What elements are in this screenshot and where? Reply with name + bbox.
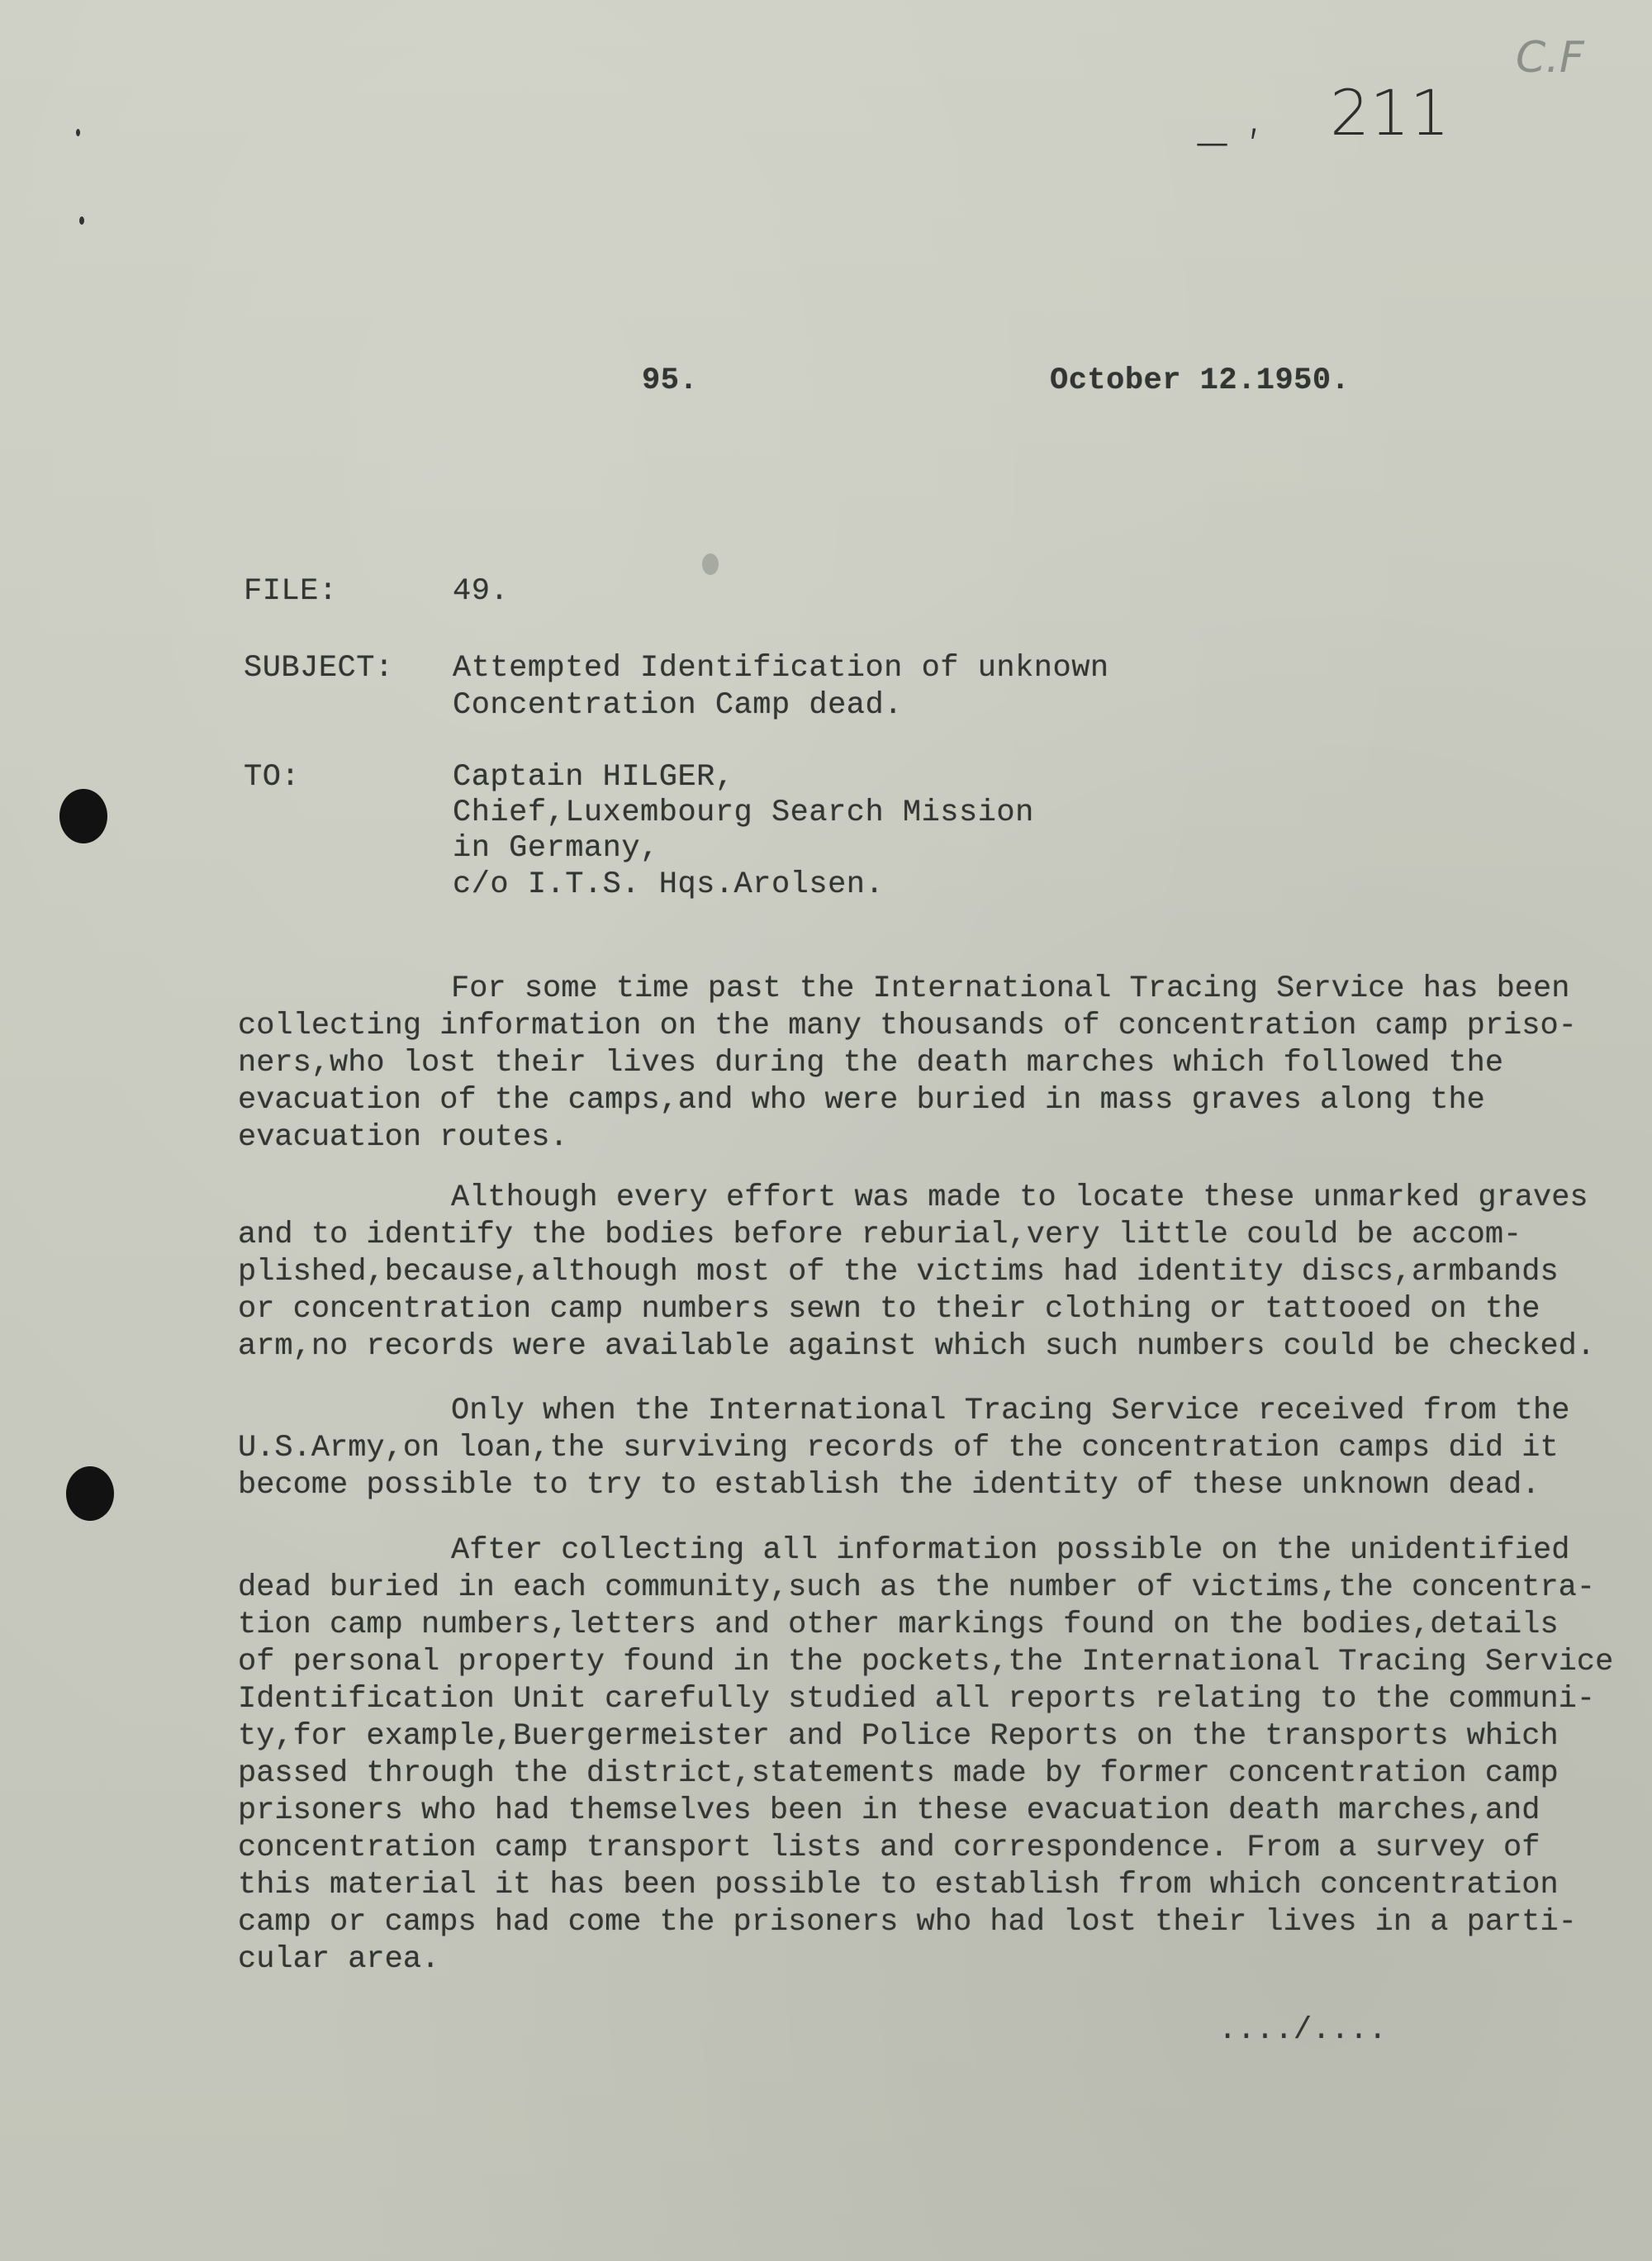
subject-line: Concentration Camp dead. — [453, 688, 903, 723]
paragraph-line: cular area. — [238, 1942, 440, 1977]
body-paragraph-2 — [238, 1180, 1596, 1366]
paragraph-line: evacuation routes. — [238, 1120, 568, 1155]
to-line: in Germany, — [453, 831, 659, 866]
paragraph-line: camp or camps had come the prisoners who had lost their lives in a parti- — [238, 1905, 1577, 1940]
continuation-marker: ..../.... — [1218, 2013, 1388, 2048]
paragraph-line: prisoners who had themselves been in these evacuation death marches,and — [238, 1793, 1540, 1828]
paragraph-line: Identification Unit carefully studied all reports relating to the communi- — [238, 1682, 1596, 1717]
to-line: c/o I.T.S. Hqs.Arolsen. — [453, 867, 885, 902]
body-paragraph-4 — [238, 1532, 1614, 1978]
paragraph-line: dead buried in each community,such as the number of victims,the concentra- — [238, 1570, 1596, 1605]
file-label: FILE: — [244, 574, 338, 609]
reference-number: 95. — [642, 363, 699, 398]
punch-hole-bottom — [66, 1466, 114, 1521]
paragraph-line: become possible to try to establish the identity of these unknown dead. — [238, 1468, 1540, 1503]
paragraph-line: evacuation of the camps,and who were buried in mass graves along the — [238, 1083, 1485, 1118]
speck-mark — [79, 216, 84, 225]
to-line: Chief,Luxembourg Search Mission — [453, 796, 1034, 830]
stamp-number: 211 — [1330, 76, 1450, 150]
paragraph-line: Only when the International Tracing Service received from the — [451, 1394, 1570, 1428]
to-line: Captain HILGER, — [453, 760, 734, 795]
paragraph-line: For some time past the International Tracing Service has been — [451, 971, 1570, 1006]
paragraph-line: collecting information on the many thousands of concentration camp priso- — [238, 1009, 1577, 1043]
speck-mark — [76, 129, 80, 136]
paragraph-line: of personal property found in the pockets,the International Tracing Service — [238, 1645, 1614, 1679]
paragraph-line: ners,who lost their lives during the death marches which followed the — [238, 1046, 1504, 1081]
paragraph-line: tion camp numbers,letters and other markings found on the bodies,details — [238, 1608, 1559, 1642]
body-paragraph-1 — [238, 971, 1577, 1157]
paragraph-line: arm,no records were available against which such numbers could be checked. — [238, 1329, 1596, 1364]
file-value: 49. — [453, 574, 510, 609]
punch-hole-top — [59, 789, 107, 843]
to-label: TO: — [244, 760, 301, 795]
paragraph-line: U.S.Army,on loan,the surviving records of the concentration camps did it — [238, 1431, 1559, 1465]
body-paragraph-3 — [238, 1393, 1570, 1504]
paragraph-line: ty,for example,Buergermeister and Police Reports on the transports which — [238, 1719, 1559, 1754]
paragraph-line: this material it has been possible to establish from which concentration — [238, 1868, 1559, 1902]
paragraph-line: and to identify the bodies before reburial,very little could be accom- — [238, 1218, 1522, 1252]
paragraph-line: After collecting all information possible on the unidentified — [451, 1533, 1570, 1568]
subject-line: Attempted Identification of unknown — [453, 651, 1109, 686]
stamp-prefix: _ , — [1198, 78, 1264, 146]
stain-mark — [702, 553, 719, 575]
letter-date: October 12.1950. — [1050, 363, 1351, 398]
corner-mark: C.F — [1516, 33, 1584, 83]
paragraph-line: passed through the district,statements made by former concentration camp — [238, 1756, 1559, 1791]
paragraph-line: plished,because,although most of the victims had identity discs,armbands — [238, 1255, 1559, 1290]
paragraph-line: Although every effort was made to locate these unmarked graves — [451, 1180, 1588, 1215]
paragraph-line: or concentration camp numbers sewn to their clothing or tattooed on the — [238, 1292, 1540, 1327]
paragraph-line: concentration camp transport lists and correspondence. From a survey of — [238, 1831, 1540, 1865]
subject-label: SUBJECT: — [244, 651, 394, 686]
